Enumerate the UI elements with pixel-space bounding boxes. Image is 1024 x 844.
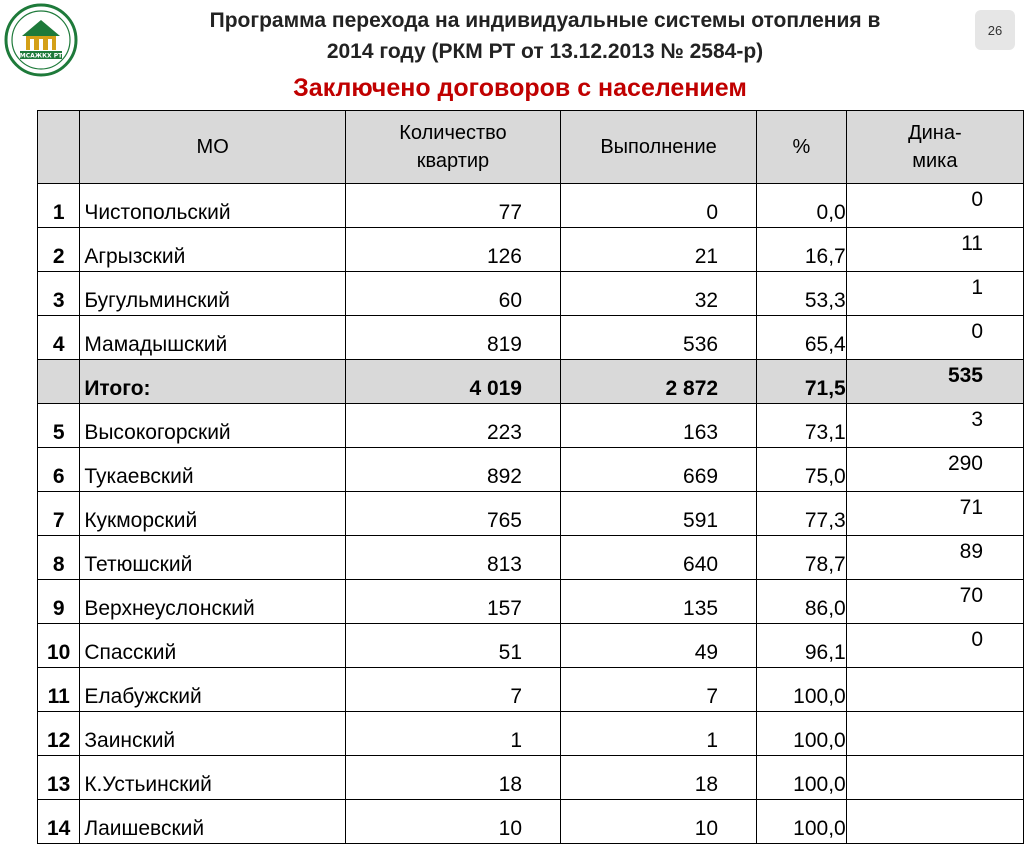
row-number: 12 bbox=[38, 712, 80, 756]
row-number: 1 bbox=[38, 184, 80, 228]
table-row bbox=[38, 316, 1024, 360]
row-number: 9 bbox=[38, 580, 80, 624]
row-completed: 18 bbox=[561, 756, 757, 800]
row-municipality: Лаишевский bbox=[80, 800, 346, 844]
row-dynamics: 1 bbox=[846, 272, 1023, 316]
header-qty-line1: Количество bbox=[399, 122, 507, 144]
row-completed: 669 bbox=[561, 448, 757, 492]
row-percent: 78,7 bbox=[757, 536, 847, 580]
row-percent: 75,0 bbox=[757, 448, 847, 492]
row-percent: 0,0 bbox=[757, 184, 847, 228]
header-dyn-line2: мика bbox=[912, 150, 958, 172]
table-row bbox=[38, 800, 1024, 844]
table-total-row bbox=[38, 360, 1024, 404]
table-row bbox=[38, 492, 1024, 536]
row-number: 14 bbox=[38, 800, 80, 844]
row-percent: 100,0 bbox=[757, 712, 847, 756]
header-dyn-line1: Дина- bbox=[908, 122, 962, 144]
row-apartments-count: 813 bbox=[345, 536, 560, 580]
header-num bbox=[38, 111, 80, 184]
row-municipality: К.Устьинский bbox=[80, 756, 346, 800]
row-municipality: Кукморский bbox=[80, 492, 346, 536]
row-dynamics bbox=[846, 756, 1023, 800]
page-title-line1: Программа перехода на индивидуальные системы отопления в bbox=[209, 9, 881, 32]
row-apartments-count: 60 bbox=[345, 272, 560, 316]
row-municipality: Чистопольский bbox=[80, 184, 346, 228]
row-municipality: Спасский bbox=[80, 624, 346, 668]
row-municipality: Верхнеуслонский bbox=[80, 580, 346, 624]
row-dynamics: 0 bbox=[846, 184, 1023, 228]
row-number: 11 bbox=[38, 668, 80, 712]
row-number bbox=[38, 360, 80, 404]
page-subtitle: Заключено договоров с населением bbox=[293, 74, 747, 102]
row-completed: 640 bbox=[561, 536, 757, 580]
row-number: 6 bbox=[38, 448, 80, 492]
row-percent: 100,0 bbox=[757, 756, 847, 800]
header-mo: МО bbox=[80, 111, 346, 184]
logo-text: МСАЖКХ РТ bbox=[19, 52, 63, 60]
table-row bbox=[38, 448, 1024, 492]
row-dynamics: 0 bbox=[846, 624, 1023, 668]
row-apartments-count: 4 019 bbox=[345, 360, 560, 404]
row-municipality: Агрызский bbox=[80, 228, 346, 272]
row-number: 13 bbox=[38, 756, 80, 800]
table-row bbox=[38, 184, 1024, 228]
page-number: 26 bbox=[975, 10, 1015, 50]
table-row bbox=[38, 404, 1024, 448]
header-pct: % bbox=[757, 111, 847, 184]
row-percent: 100,0 bbox=[757, 668, 847, 712]
row-completed: 591 bbox=[561, 492, 757, 536]
page-title-line2: 2014 году (РКМ РТ от 13.12.2013 № 2584-р) bbox=[326, 40, 764, 63]
contracts-table bbox=[37, 110, 1024, 844]
row-completed: 2 872 bbox=[561, 360, 757, 404]
row-municipality: Елабужский bbox=[80, 668, 346, 712]
header-done: Выполнение bbox=[561, 111, 757, 184]
header-dyn bbox=[846, 111, 1023, 184]
row-completed: 1 bbox=[561, 712, 757, 756]
row-completed: 0 bbox=[561, 184, 757, 228]
header-qty-line2: квартир bbox=[416, 150, 490, 172]
row-completed: 21 bbox=[561, 228, 757, 272]
row-percent: 65,4 bbox=[757, 316, 847, 360]
row-percent: 73,1 bbox=[757, 404, 847, 448]
row-municipality: Мамадышский bbox=[80, 316, 346, 360]
table-row bbox=[38, 228, 1024, 272]
row-number: 2 bbox=[38, 228, 80, 272]
row-completed: 32 bbox=[561, 272, 757, 316]
row-dynamics: 290 bbox=[846, 448, 1023, 492]
table-row bbox=[38, 668, 1024, 712]
row-completed: 163 bbox=[561, 404, 757, 448]
row-apartments-count: 223 bbox=[345, 404, 560, 448]
row-apartments-count: 892 bbox=[345, 448, 560, 492]
row-dynamics bbox=[846, 668, 1023, 712]
row-municipality: Итого: bbox=[80, 360, 346, 404]
row-apartments-count: 10 bbox=[345, 800, 560, 844]
row-municipality: Тетюшский bbox=[80, 536, 346, 580]
row-dynamics: 89 bbox=[846, 536, 1023, 580]
table-row bbox=[38, 712, 1024, 756]
row-apartments-count: 157 bbox=[345, 580, 560, 624]
row-percent: 100,0 bbox=[757, 800, 847, 844]
table-row bbox=[38, 580, 1024, 624]
row-municipality: Высокогорский bbox=[80, 404, 346, 448]
ministry-logo bbox=[4, 3, 78, 77]
row-apartments-count: 126 bbox=[345, 228, 560, 272]
row-municipality: Бугульминский bbox=[80, 272, 346, 316]
row-number: 3 bbox=[38, 272, 80, 316]
row-apartments-count: 1 bbox=[345, 712, 560, 756]
row-number: 8 bbox=[38, 536, 80, 580]
row-percent: 86,0 bbox=[757, 580, 847, 624]
header-qty bbox=[345, 111, 560, 184]
row-percent: 53,3 bbox=[757, 272, 847, 316]
row-dynamics: 3 bbox=[846, 404, 1023, 448]
table-row bbox=[38, 756, 1024, 800]
row-number: 10 bbox=[38, 624, 80, 668]
row-percent: 16,7 bbox=[757, 228, 847, 272]
row-percent: 96,1 bbox=[757, 624, 847, 668]
table-row bbox=[38, 272, 1024, 316]
table-header-row bbox=[38, 111, 1024, 184]
row-apartments-count: 819 bbox=[345, 316, 560, 360]
row-dynamics bbox=[846, 712, 1023, 756]
table-row bbox=[38, 536, 1024, 580]
row-dynamics: 11 bbox=[846, 228, 1023, 272]
row-apartments-count: 7 bbox=[345, 668, 560, 712]
row-municipality: Заинский bbox=[80, 712, 346, 756]
row-apartments-count: 18 bbox=[345, 756, 560, 800]
row-apartments-count: 51 bbox=[345, 624, 560, 668]
row-number: 5 bbox=[38, 404, 80, 448]
row-completed: 10 bbox=[561, 800, 757, 844]
row-completed: 536 bbox=[561, 316, 757, 360]
row-dynamics: 535 bbox=[846, 360, 1023, 404]
row-dynamics: 71 bbox=[846, 492, 1023, 536]
row-apartments-count: 77 bbox=[345, 184, 560, 228]
row-percent: 77,3 bbox=[757, 492, 847, 536]
row-completed: 49 bbox=[561, 624, 757, 668]
row-apartments-count: 765 bbox=[345, 492, 560, 536]
row-percent: 71,5 bbox=[757, 360, 847, 404]
row-number: 7 bbox=[38, 492, 80, 536]
row-municipality: Тукаевский bbox=[80, 448, 346, 492]
row-dynamics: 70 bbox=[846, 580, 1023, 624]
row-dynamics: 0 bbox=[846, 316, 1023, 360]
table-row bbox=[38, 624, 1024, 668]
row-completed: 7 bbox=[561, 668, 757, 712]
row-completed: 135 bbox=[561, 580, 757, 624]
row-number: 4 bbox=[38, 316, 80, 360]
row-dynamics bbox=[846, 800, 1023, 844]
